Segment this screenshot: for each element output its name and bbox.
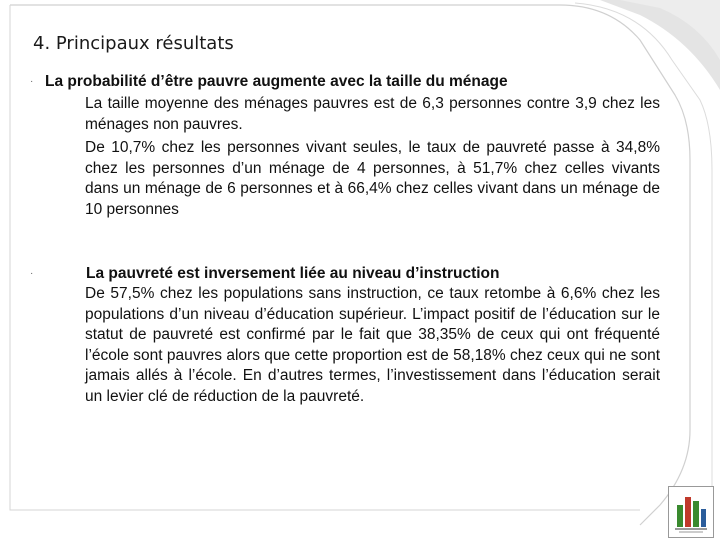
- slide-title: 4. Principaux résultats: [33, 33, 234, 54]
- bullet-section-2: [30, 264, 660, 407]
- bullet-dot: ·: [30, 76, 34, 87]
- bullet-heading-2: La pauvreté est inversement liée au niveau d’instruction: [86, 265, 500, 282]
- bullet-1-paragraph-1: La taille moyenne des ménages pauvres est de 6,3 personnes contre 3,9 chez les ménages non pauvres.: [85, 95, 660, 133]
- bullet-2-paragraph-1: De 57,5% chez les populations sans instruction, ce taux retombe à 6,6% chez les populations d’un niveau d’éducation supérieur. L’impact positif de l’éducation sur le statut de pauvreté est confirmé par le fait que 38,35% de ceux qui ont fréquenté l’école sont pauvres alors que cette proportion est de 58,18% chez ceux qui ne sont jamais allés à l’école. En d’autres termes, l’investissement dans l’éducation serait un levier clé de réduction de la pauvreté.: [85, 285, 660, 405]
- institution-logo-icon: [668, 486, 714, 538]
- bullet-section-1: [30, 72, 660, 220]
- bullet-1-paragraph-2: De 10,7% chez les personnes vivant seules, le taux de pauvreté passe à 34,8% chez les personnes d’un ménage de 4 personnes, à 51,7% chez celles vivants dans un ménage de 6 personnes et à 66,4% chez celles vivant dans un ménage de 10 personnes: [85, 139, 660, 218]
- bullet-dot: ·: [30, 268, 34, 279]
- bullet-heading-1: La probabilité d’être pauvre augmente avec la taille du ménage: [45, 73, 508, 90]
